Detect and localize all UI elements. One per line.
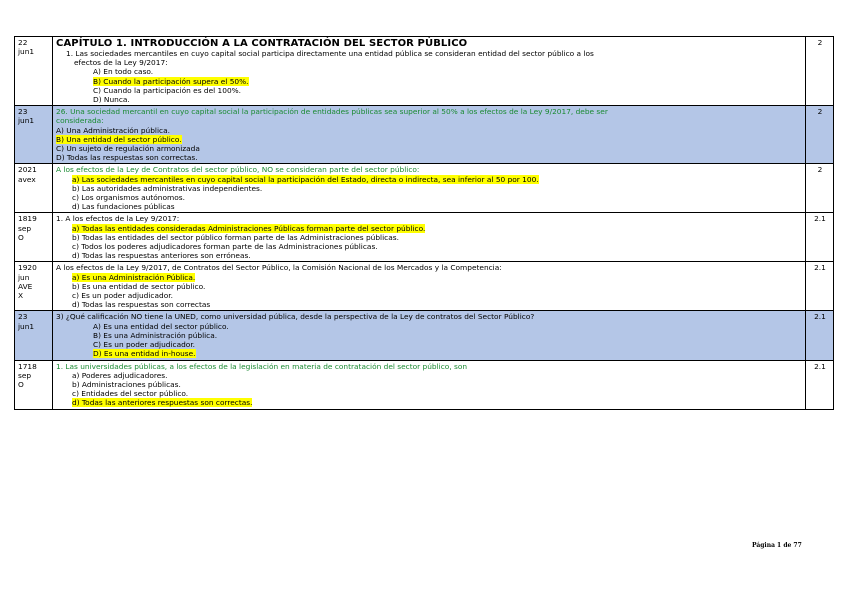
table-row — [15, 360, 834, 409]
answer-option-correct: B) Una entidad del sector público. — [56, 134, 182, 144]
row-id: 1819 sep O — [15, 213, 53, 262]
question-text: 3) ¿Qué calificación NO tiene la UNED, como universidad pública, desde la perspectiva de la Ley de contratos del Sector Público? — [56, 312, 535, 322]
question-text: A los efectos de la Ley de Contratos del sector público, NO se consideran parte del sector público: — [56, 165, 420, 175]
answer-option: A) Es una entidad del sector público. — [93, 321, 229, 331]
question-text: 1. A los efectos de la Ley 9/2017: — [56, 214, 180, 224]
row-id: 1920 jun AVE X — [15, 262, 53, 311]
points: 2.1 — [806, 213, 834, 262]
points: 2 — [806, 106, 834, 164]
points: 2 — [806, 37, 834, 106]
question-text: A los efectos de la Ley 9/2017, de Contratos del Sector Público, la Comisión Nacional de los Mercados y la Competencia: — [56, 263, 502, 273]
answer-option-correct: B) Cuando la participación supera el 50%. — [93, 76, 249, 86]
answer-option: d) Todas las respuestas son correctas — [72, 300, 211, 310]
answer-option: C) Cuando la participación es del 100%. — [93, 85, 242, 95]
points: 2 — [806, 164, 834, 213]
answer-option-correct: a) Las sociedades mercantiles en cuyo capital social la participación del Estado, directa o indirecta, sea inferior al 50 por 100. — [72, 174, 539, 184]
table-row — [15, 311, 834, 360]
answer-option-correct: a) Todas las entidades consideradas Administraciones Públicas forman parte del sector público. — [72, 223, 426, 233]
answer-option: D) Nunca. — [93, 95, 130, 105]
answer-option: C) Es un poder adjudicador. — [93, 340, 196, 350]
answer-option-correct: D) Es una entidad in-house. — [93, 349, 196, 359]
question-cell — [53, 164, 806, 213]
table-row — [15, 164, 834, 213]
row-id: 23 jun1 — [15, 106, 53, 164]
row-id: 23 jun1 — [15, 311, 53, 360]
table-row — [15, 37, 834, 106]
answer-option: b) Todas las entidades del sector público forman parte de las Administraciones públicas. — [72, 232, 399, 242]
row-id: 22 jun1 — [15, 37, 53, 106]
question-text: efectos de la Ley 9/2017: — [74, 58, 168, 68]
answer-option: A) Una Administración pública. — [56, 125, 170, 135]
question-cell — [53, 106, 806, 164]
question-cell — [53, 262, 806, 311]
question-cell — [53, 37, 806, 106]
answer-option: d) Todas las respuestas anteriores son erróneas. — [72, 251, 251, 261]
answer-option: a) Poderes adjudicadores. — [72, 370, 168, 380]
answer-option: c) Entidades del sector público. — [72, 389, 189, 399]
points: 2.1 — [806, 360, 834, 409]
answer-option: B) Es una Administración pública. — [93, 330, 218, 340]
points: 2.1 — [806, 311, 834, 360]
answer-option: c) Todos los poderes adjudicadores forman parte de las Administraciones públicas. — [72, 242, 378, 252]
answer-option: c) Es un poder adjudicador. — [72, 291, 173, 301]
question-text: 1. Las universidades públicas, a los efectos de la legislación en materia de contratación del sector público, son — [56, 361, 468, 371]
answer-option: c) Los organismos autónomos. — [72, 193, 185, 203]
table-row — [15, 262, 834, 311]
row-id: 2021 avex — [15, 164, 53, 213]
question-text: 1. Las sociedades mercantiles en cuyo capital social participa directamente una entidad pública se consideran entidad del sector público a los — [66, 49, 594, 58]
question-cell — [53, 213, 806, 262]
answer-option: b) Administraciones públicas. — [72, 379, 181, 389]
questions-table — [14, 36, 834, 410]
chapter-title: CAPÍTULO 1. INTRODUCCIÓN A LA CONTRATACIÓN DEL SECTOR PÚBLICO — [56, 38, 468, 49]
answer-option-correct: d) Todas las anteriores respuestas son correctas. — [72, 398, 253, 408]
answer-option: A) En todo caso. — [93, 67, 154, 77]
table-row — [15, 213, 834, 262]
page-number: Página 1 de 77 — [752, 542, 802, 549]
answer-option: C) Un sujeto de regulación armonizada — [56, 144, 200, 154]
table-row — [15, 106, 834, 164]
question-text: considerada: — [56, 116, 104, 126]
answer-option-correct: a) Es una Administración Pública. — [72, 272, 196, 282]
question-text: 26. Una sociedad mercantil en cuyo capital social la participación de entidades públicas sea superior al 50% a los efectos de la Ley 9/2017, debe ser — [56, 107, 608, 117]
question-cell — [53, 311, 806, 360]
question-cell — [53, 360, 806, 409]
points: 2.1 — [806, 262, 834, 311]
answer-option: b) Es una entidad de sector público. — [72, 281, 206, 291]
row-id: 1718 sep O — [15, 360, 53, 409]
answer-option: d) Las fundaciones públicas — [72, 202, 175, 212]
answer-option: b) Las autoridades administrativas independientes. — [72, 183, 263, 193]
answer-option: D) Todas las respuestas son correctas. — [56, 153, 198, 163]
